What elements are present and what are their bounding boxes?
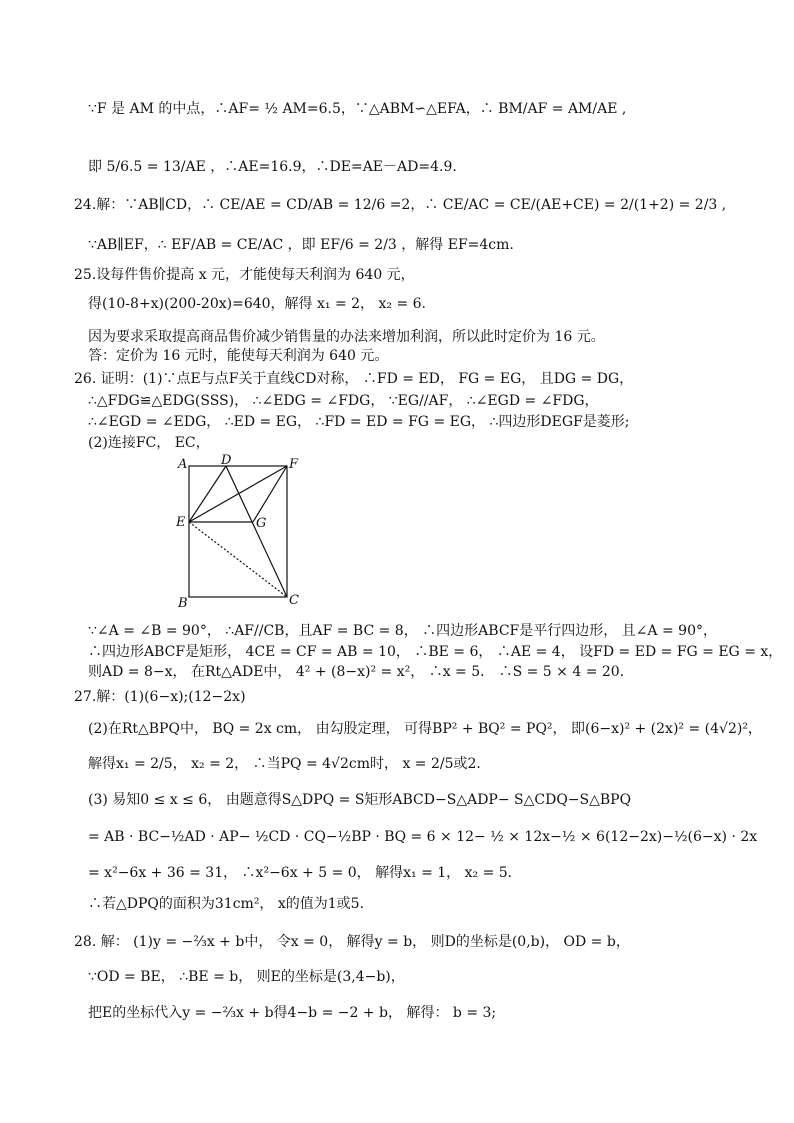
label-d: D (221, 453, 232, 468)
geometry-figure (172, 453, 312, 612)
line-17: (2)在Rt△BPQ中， BQ = 2x cm， 由勾股定理， 可得BP² + BQ² = PQ²， 即(6−x)² + (2x)² = (4√2)²， (88, 721, 762, 737)
line-3: 24.解：∵AB∥CD，∴ CE/AE = CD/AB = 12/6 =2，∴ CE/AC = CE/(AE+CE) = 2/(1+2) = 2/3 , (74, 197, 727, 213)
line-5: 25.设每件售价提高 x 元，才能使每天利润为 640 元， (74, 267, 415, 283)
line-11: ∴∠EGD = ∠EDG， ∴ED = EG， ∴FD = ED = FG = EG， ∴四边形DEGF是菱形; (88, 414, 630, 430)
line-21: = x²−6x + 36 = 31， ∴x²−6x + 5 = 0， 解得x₁ = 1， x₂ = 5． (88, 865, 522, 881)
segment-ec (189, 522, 287, 597)
line-19: (3) 易知0 ≤ x ≤ 6， 由题意得S△DPQ = S矩形ABCD−S△ADP− S△CDQ−S△BPQ (88, 792, 632, 808)
line-4: ∵AB∥EF，∴ EF/AB = CE/AC ，即 EF/6 = 2/3 ，解得 EF=4cm. (88, 237, 514, 253)
label-f: F (289, 457, 299, 472)
line-9: 26. 证明：(1)∵点E与点F关于直线CD对称， ∴FD = ED， FG = EG， 且DG = DG， (74, 371, 634, 387)
line-1: ∵F 是 AM 的中点，∴AF= ½ AM=6.5，∵△ABM∽△EFA，∴ BM/AF = AM/AE , (88, 101, 627, 117)
line-16: 27.解：(1)(6−x);(12−2x) (74, 689, 246, 705)
segment-gf (253, 466, 287, 522)
label-g: G (256, 516, 267, 531)
rectangle-abcf (189, 466, 287, 597)
line-22: ∴若△DPQ的面积为31cm²， x的值为1或5． (88, 896, 374, 912)
line-23: 28. 解： (1)y = −⅔x + b中， 令x = 0， 解得y = b， 则D的坐标是(0,b)， OD = b， (74, 934, 630, 950)
label-e: E (176, 515, 186, 530)
line-18: 解得x₁ = 2/5， x₂ = 2， ∴当PQ = 4√2cm时， x = 2/5或2． (88, 756, 491, 772)
line-6: 得(10-8+x)(200-20x)=640，解得 x₁ = 2， x₂ = 6. (88, 296, 426, 312)
segment-ed (189, 466, 226, 522)
line-13: ∵∠A = ∠B = 90°， ∴AF//CB，且AF = BC = 8， ∴四边形ABCF是平行四边形， 且∠A = 90°， (88, 623, 717, 639)
segment-dc (226, 466, 287, 597)
line-15: 则AD = 8−x， 在Rt△ADE中， 4² + (8−x)² = x²， ∴x = 5． ∴S = 5 × 4 = 20． (88, 664, 634, 680)
segment-ef (189, 466, 287, 522)
label-c: C (289, 593, 299, 608)
line-20: = AB · BC−½AD · AP− ½CD · CQ−½BP · BQ = 6 × 12− ½ × 12x−½ × 6(12−2x)−½(6−x) · 2x (88, 829, 758, 845)
line-2: 即 5/6.5 = 13/AE ，∴AE=16.9，∴DE=AE－AD=4.9. (88, 159, 457, 175)
line-12: (2)连接FC， EC， (88, 435, 210, 451)
label-b: B (178, 596, 188, 611)
line-10: ∴△FDG≌△EDG(SSS)， ∴∠EDG = ∠FDG， ∵EG//AF， ∴∠EGD = ∠FDG， (88, 393, 599, 409)
line-14: ∴四边形ABCF是矩形， 4CE = CF = AB = 10， ∴BE = 6， ∴AE = 4， 设FD = ED = FG = EG = x， (88, 644, 783, 660)
label-a: A (178, 457, 188, 472)
line-25: 把E的坐标代入y = −⅔x + b得4−b = −2 + b， 解得： b = 3; (88, 1005, 497, 1021)
line-7: 因为要求采取提高商品售价减少销售量的办法来增加利润，所以此时定价为 16 元。 (88, 329, 605, 345)
line-8: 答：定价为 16 元时，能使每天利润为 640 元。 (88, 348, 389, 364)
line-24: ∵OD = BE， ∴BE = b， 则E的坐标是(3,4−b)， (88, 969, 405, 985)
